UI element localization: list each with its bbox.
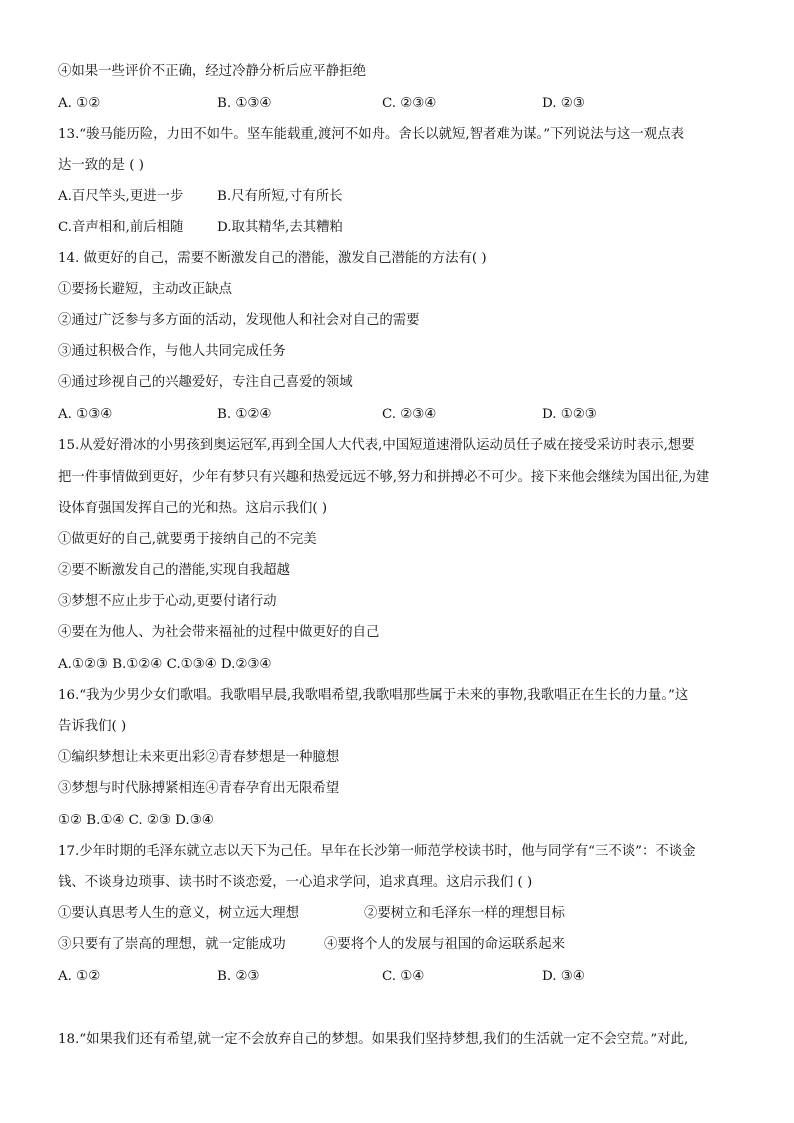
q17-stem-line-1: 17.少年时期的毛泽东就立志以天下为己任。早年在长沙第一师范学校读书时，他与同学有“三不谈”：不谈金	[58, 844, 696, 859]
q12-option-a: A. ①②	[58, 96, 101, 111]
q12-item-4: ④如果一些评价不正确，经过冷静分析后应平静拒绝	[58, 64, 366, 79]
q12-option-c: C. ②③④	[382, 96, 437, 111]
q14-option-d: D. ①②③	[542, 407, 597, 422]
q16-items-line-1: ①编织梦想让未来更出彩②青春梦想是一种臆想	[58, 750, 340, 765]
q13-options-row-1	[58, 187, 748, 207]
q13-option-d: D.取其精华,去其糟粕	[217, 220, 343, 235]
q14-item-2: ②通过广泛参与多方面的活动，发现他人和社会对自己的需要	[58, 313, 420, 328]
q13-option-a: A.百尺竿头,更进一步	[58, 189, 184, 204]
q15-item-1: ①做更好的自己,就要勇于接纳自己的不完美	[58, 532, 317, 547]
q13-option-b: B.尺有所短,寸有所长	[217, 189, 343, 204]
q17-items-row-2	[58, 935, 748, 955]
q15-options: A.①②③ B.①②④ C.①③④ D.②③④	[58, 657, 272, 672]
q15-stem-line-3: 设体育强国发挥自己的光和热。这启示我们( )	[58, 501, 328, 516]
q14-option-b: B. ①②④	[217, 407, 272, 422]
q15-item-2: ②要不断激发自己的潜能,实现自我超越	[58, 563, 290, 578]
q15-item-3: ③梦想不应止步于心动,更要付诸行动	[58, 594, 277, 609]
q12-options	[58, 94, 748, 114]
q17-item-4: ④要将个人的发展与祖国的命运联系起来	[324, 937, 566, 952]
q13-stem-line-1: 13.“骏马能历险，力田不如牛。坚车能载重,渡河不如舟。舍长以就短,智者难为谋。”下列说法与这一观点表	[58, 127, 684, 142]
q17-stem-line-2: 钱、不谈身边琐事、读书时不谈恋爱，一心追求学问，追求真理。这启示我们 ( )	[58, 875, 533, 890]
q17-option-a: A. ①②	[58, 969, 101, 984]
q17-items-row-1	[58, 904, 748, 924]
q17-item-1: ①要认真思考人生的意义，树立远大理想	[58, 906, 300, 921]
q16-items-line-2: ③梦想与时代脉搏紧相连④青春孕育出无限希望	[58, 781, 340, 796]
q17-option-c: C. ①④	[382, 969, 425, 984]
q17-item-3: ③只要有了崇高的理想，就一定能成功	[58, 937, 286, 952]
q14-option-c: C. ②③④	[382, 407, 437, 422]
q16-stem-line-1: 16.“我为少男少女们歌唱。我歌唱早晨,我歌唱希望,我歌唱那些属于未来的事物,我歌唱正在生长的力量。”这	[58, 688, 689, 703]
q18-stem-line-1: 18.“如果我们还有希望,就一定不会放弃自己的梦想。如果我们坚持梦想,我们的生活就一定不会空荒。”对此,	[58, 1032, 689, 1047]
q17-option-b: B. ②③	[217, 969, 260, 984]
q13-options-row-2	[58, 218, 748, 238]
q17-options	[58, 967, 748, 987]
q14-options	[58, 405, 748, 425]
q14-stem: 14. 做更好的自己，需要不断激发自己的潜能，激发自己潜能的方法有( )	[58, 251, 487, 266]
q13-option-c: C.音声相和,前后相随	[58, 220, 184, 235]
q13-stem-line-2: 达一致的是 ( )	[58, 158, 144, 173]
q12-option-d: D. ②③	[542, 96, 585, 111]
q16-options: ①② B.①④ C. ②③ D.③④	[58, 813, 214, 828]
q14-option-a: A. ①③④	[58, 407, 113, 422]
q15-stem-line-1: 15.从爱好滑冰的小男孩到奥运冠军,再到全国人大代表,中国短道速滑队运动员任子威在接受采访时表示,想要	[58, 438, 695, 453]
q14-item-4: ④通过珍视自己的兴趣爱好，专注自己喜爱的领域	[58, 375, 353, 390]
q17-item-2: ②要树立和毛泽东一样的理想目标	[364, 906, 565, 921]
q12-option-b: B. ①③④	[217, 96, 272, 111]
q14-item-1: ①要扬长避短，主动改正缺点	[58, 282, 233, 297]
q16-stem-line-2: 告诉我们( )	[58, 719, 127, 734]
q15-stem-line-2: 把一件事情做到更好，少年有梦只有兴趣和热爱远远不够,努力和拼搏必不可少。接下来他会继续为国出征,为建	[58, 470, 710, 485]
q17-option-d: D. ③④	[542, 969, 585, 984]
q15-item-4: ④要在为他人、为社会带来福祉的过程中做更好的自己	[58, 625, 380, 640]
q14-item-3: ③通过积极合作，与他人共同完成任务	[58, 344, 286, 359]
